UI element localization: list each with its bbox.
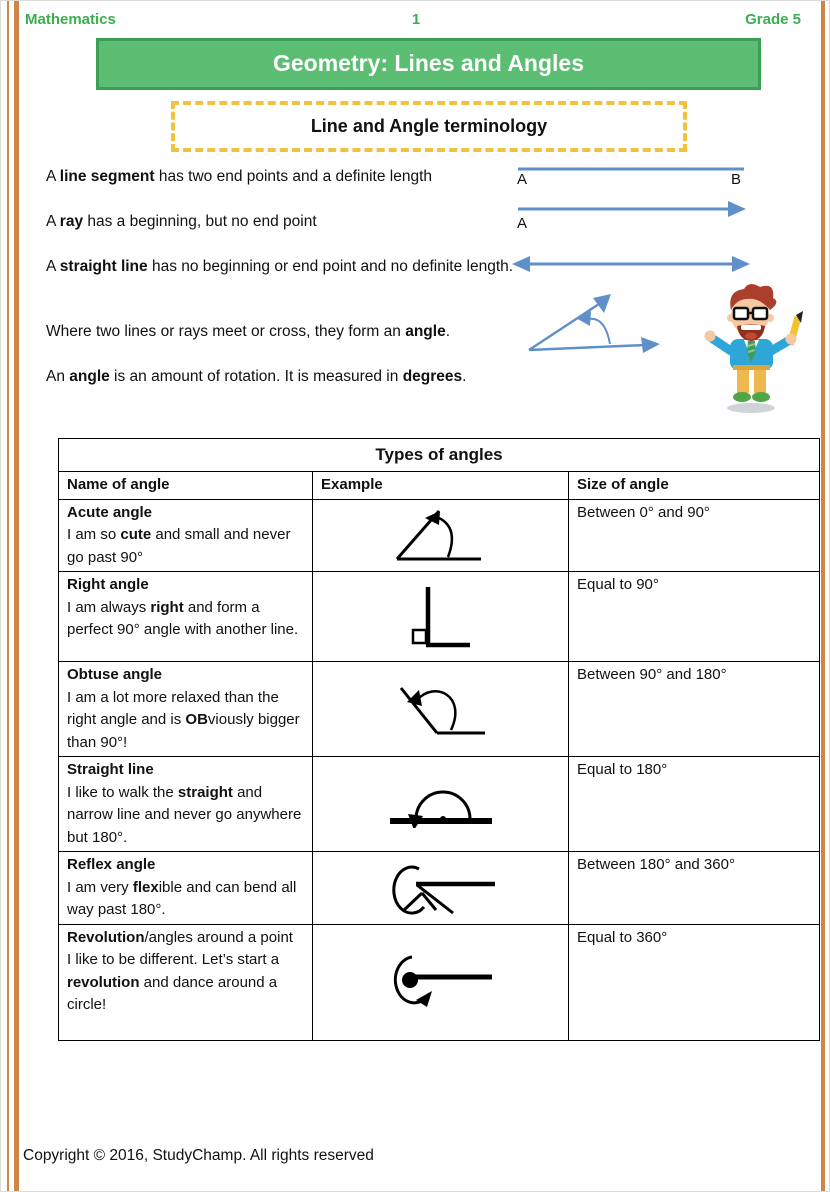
column-header-name: Name of angle <box>59 472 313 500</box>
table-title: Types of angles <box>59 439 820 472</box>
line-segment-definition: A line segment has two end points and a definite length <box>46 168 433 185</box>
obtuse-angle-diagram <box>391 678 491 740</box>
angle-size-obtuse: Between 90° and 180° <box>569 662 820 757</box>
angle-name-obtuse: Obtuse angle I am a lot more relaxed than the right angle and is OBviously bigger than 90°! <box>59 662 313 757</box>
angle-size-right: Equal to 90° <box>569 572 820 662</box>
header-grade: Grade 5 <box>745 11 801 28</box>
ray-label-a: A <box>517 215 528 232</box>
title-banner: Geometry: Lines and Angles <box>96 38 761 90</box>
angle-size-revolution: Equal to 360° <box>569 924 820 1040</box>
copyright-notice: Copyright © 2016, StudyChamp. All rights reserved <box>23 1147 374 1164</box>
straight-line-angle-diagram <box>386 780 496 828</box>
column-header-size: Size of angle <box>569 472 820 500</box>
acute-angle-diagram <box>391 506 491 564</box>
table-row <box>59 572 820 662</box>
table-row <box>59 852 820 925</box>
section-title-box: Line and Angle terminology <box>171 101 687 152</box>
angle-diagram <box>506 284 676 374</box>
line-segment-diagram <box>506 159 756 179</box>
reflex-angle-diagram <box>383 858 498 918</box>
table-row <box>59 499 820 572</box>
header-subject: Mathematics <box>25 11 116 28</box>
column-header-example: Example <box>313 472 569 500</box>
segment-label-b: B <box>731 171 742 188</box>
page-border-left-thin <box>7 1 9 1191</box>
angle-name-revolution: Revolution/angles around a point I like to be different. Let’s start a revolution and dance around a circle! <box>59 924 313 1040</box>
table-title-row <box>59 439 820 472</box>
page-border-left-thick <box>14 1 19 1191</box>
angle-name-acute: Acute angle I am so cute and small and never go past 90° <box>59 499 313 572</box>
student-cartoon <box>699 279 807 417</box>
types-of-angles-table <box>58 438 820 1041</box>
straight-line-diagram <box>506 251 756 277</box>
angle-definition: An angle is an amount of rotation. It is measured in degrees. <box>46 368 467 385</box>
angle-formation-definition: Where two lines or rays meet or cross, they form an angle. <box>46 323 450 340</box>
revolution-diagram <box>386 954 496 1010</box>
ray-definition: A ray has a beginning, but no end point <box>46 213 317 230</box>
angle-size-acute: Between 0° and 90° <box>569 499 820 572</box>
table-row <box>59 757 820 852</box>
angle-size-straight: Equal to 180° <box>569 757 820 852</box>
right-angle-diagram <box>406 584 476 650</box>
table-row <box>59 662 820 757</box>
angle-name-right: Right angle I am always right and form a perfect 90° angle with another line. <box>59 572 313 662</box>
table-header-row <box>59 472 820 500</box>
header-page-number: 1 <box>411 11 421 28</box>
page-border-right <box>821 1 825 1191</box>
segment-label-a: A <box>517 171 528 188</box>
table-row <box>59 924 820 1040</box>
straight-line-definition: A straight line has no beginning or end point and no definite length. <box>46 258 514 275</box>
angle-name-straight: Straight line I like to walk the straight and narrow line and never go anywhere but 180°. <box>59 757 313 852</box>
angle-size-reflex: Between 180° and 360° <box>569 852 820 925</box>
ray-diagram <box>506 197 756 221</box>
angle-name-reflex: Reflex angle I am very flexible and can bend all way past 180°. <box>59 852 313 925</box>
